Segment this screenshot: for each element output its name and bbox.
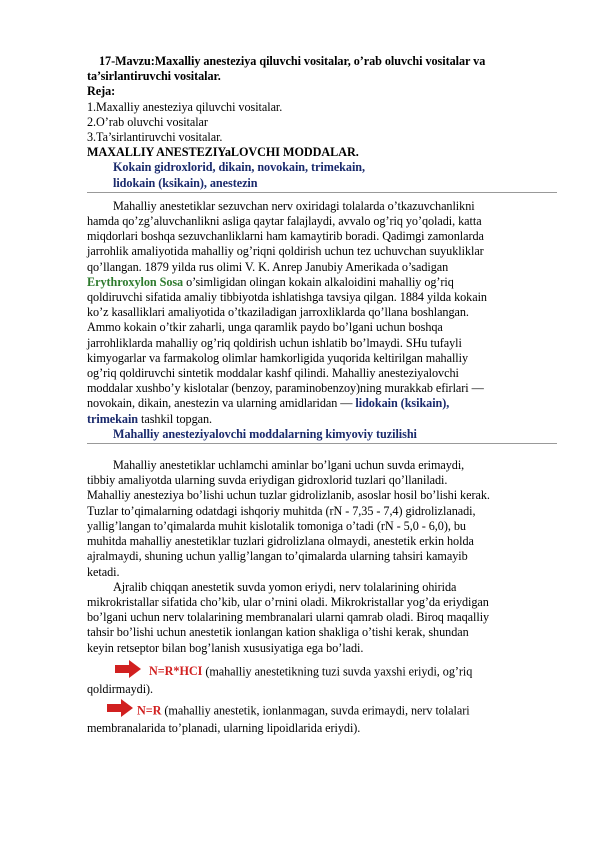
document-title-line-2: ta’sirlantiruvchi vositalar. bbox=[87, 69, 221, 84]
drug-name-lidokain: lidokain (ksikain), bbox=[355, 396, 450, 411]
paragraph-line: mikrokristallar sifatida cho’kib, ular o’rnini oladi. Mikrokristallar yog’da eriydigan bbox=[87, 594, 489, 609]
formula-base: N=R bbox=[137, 703, 162, 718]
paragraph-line: qoldiruvchi sifatida amaliy tibbiyotda ishlatishga tavsiya qilgan. 1884 yilda kokain bbox=[87, 290, 487, 305]
paragraph-line bbox=[87, 275, 557, 290]
paragraph-text: tashkil topgan. bbox=[138, 411, 213, 426]
drug-name-trimekain: trimekain bbox=[87, 411, 139, 426]
paragraph-line: ajralmaydi, shuning uchun yallig’langan to’qimalarda ularning tahsiri kamayib bbox=[87, 549, 468, 564]
formula-salt: N=R*HCI bbox=[149, 664, 203, 679]
paragraph-line: membranalarida to’planadi, ularning lipoidlarida eriydi). bbox=[87, 720, 361, 735]
paragraph-line: Mahalliy anestetiklar sezuvchan nerv oxiridagi tolalarda o’tkazuvchanlikni bbox=[113, 198, 475, 213]
paragraph-line: jarrohlik amaliyotida mahalliy og’riqni qoldirish uchun tez uchuvchan suyukliklar bbox=[87, 244, 484, 259]
paragraph-line: qoldirmaydi). bbox=[87, 681, 154, 696]
document-title-line-1: 17-Mavzu:Maxalliy anesteziya qiluvchi vositalar, o’rab oluvchi vositalar va bbox=[99, 54, 486, 68]
paragraph-line: kimyogarlar va farmakolog olimlar hamkorligida yuqorida keltirilgan mahalliy bbox=[87, 350, 469, 365]
formula-description: (mahalliy anestetikning tuzi suvda yaxshi eriydi, og’riq bbox=[202, 664, 473, 679]
paragraph-line bbox=[87, 412, 557, 427]
paragraph-line: tibbiy amaliyotda ularning suvda eriydigan gidroxlorid tuzlari qo’llaniladi. bbox=[87, 473, 448, 488]
plan-item: 1.Maxalliy anesteziya qiluvchi vositalar. bbox=[87, 99, 283, 114]
paragraph-line: ko’z kasalliklari amaliyotida o’tkaziladigan jarroxliklarda qo’llana boshlangan. bbox=[87, 305, 469, 320]
drug-list-line: Kokain gidroxlorid, dikain, novokain, trimekain, bbox=[113, 160, 366, 175]
paragraph-line: Mahalliy anestetiklar uchlamchi aminlar bo’lgani uchun suvda erimaydi, bbox=[113, 458, 465, 473]
formula-description: (mahalliy anestetik, ionlanmagan, suvda erimaydi, nerv tolalari bbox=[161, 703, 470, 718]
divider bbox=[87, 443, 557, 444]
paragraph-line: Mahalliy anesteziya bo’lishi uchun tuzlar gidrolizlanib, asoslar hosil bo’lishi kerak. bbox=[87, 488, 490, 503]
section-heading: MAXALLIY ANESTEZIYaLOVCHI MODDALAR. bbox=[87, 145, 359, 160]
paragraph-line: hamda qo’zg’aluvchanlikni asliga qaytar falajlaydi, avvalo og’riq yo’qoladi, katta bbox=[87, 214, 482, 229]
paragraph-line: og’riq qoldiruvchi sintetik moddalar kashf qilindi. Mahalliy anesteziyalovchi bbox=[87, 366, 459, 381]
paragraph-line: tahsir bo’lishi uchun anestetik ionlangan kation shakliga o’tishi kerak, shundan bbox=[87, 625, 469, 640]
paragraph-line: yallig’langan to’qimalarda muhit kislotalik tomoniga o’tadi (rN - 5,0 - 6,0), bu bbox=[87, 518, 466, 533]
paragraph-line: Tuzlar to’qimalarning odatdagi ishqoriy muhitda (rN - 7,35 - 7,4) gidrolizlanadi, bbox=[87, 503, 476, 518]
plan-item: 2.O’rab oluvchi vositalar bbox=[87, 114, 208, 129]
paragraph-line: jarrohliklarda mahalliy og’riq qoldirish uchun ishlatib bo’lmaydi. SHu tufayli bbox=[87, 335, 462, 350]
divider bbox=[87, 192, 557, 193]
paragraph-line bbox=[87, 396, 557, 411]
paragraph-line: ketadi. bbox=[87, 564, 120, 579]
paragraph-line: miqdorlari boshqa sezuvchanliklarni ham kamaytirib boradi. Qadimgi zamonlarda bbox=[87, 229, 484, 244]
plant-name: Erythroxylon Sosa bbox=[87, 274, 184, 289]
drug-list-line: lidokain (ksikain), anestezin bbox=[113, 175, 258, 190]
paragraph-line: Ajralib chiqqan anestetik suvda yomon eriydi, nerv tolalarining ohirida bbox=[113, 579, 457, 594]
subheading: Mahalliy anesteziyalovchi moddalarning kimyoviy tuzilishi bbox=[113, 426, 417, 441]
paragraph-line: Ammo kokain o’tkir zaharli, unga qaramlik paydo bo’lgani uchun boshqa bbox=[87, 320, 443, 335]
document-page bbox=[87, 54, 557, 736]
plan-heading: Reja: bbox=[87, 84, 116, 99]
paragraph-line: qo’llangan. 1879 yilda rus olimi V. K. Anrep Janubiy Amerikada o’sadigan bbox=[87, 259, 449, 274]
paragraph-text: novokain, dikain, anestezin va ularning amidlaridan — bbox=[87, 396, 356, 411]
paragraph-line: bo’lgani uchun nerv tolalarining membranalari ularni qamrab oladi. Biroq maqalliy bbox=[87, 610, 490, 625]
formula-line bbox=[87, 699, 557, 721]
paragraph-line: moddalar xushbo’y kislotalar (benzoy, paraminobenzoy)ning murakkab efirlari — bbox=[87, 381, 484, 396]
paragraph-text: o’simligidan olingan kokain alkaloidini mahalliy og’riq bbox=[183, 274, 454, 289]
plan-item: 3.Ta’sirlantiruvchi vositalar. bbox=[87, 130, 223, 145]
formula-line bbox=[87, 660, 557, 682]
right-arrow-icon bbox=[115, 660, 141, 685]
paragraph-line: muhitda mahalliy anestetiklar tuzlari gidrolizlana olmaydi, anestetik erkin holda bbox=[87, 534, 474, 549]
paragraph-line: keyin retseptor bilan bog’lanish xususiyatiga ega bo’ladi. bbox=[87, 640, 364, 655]
